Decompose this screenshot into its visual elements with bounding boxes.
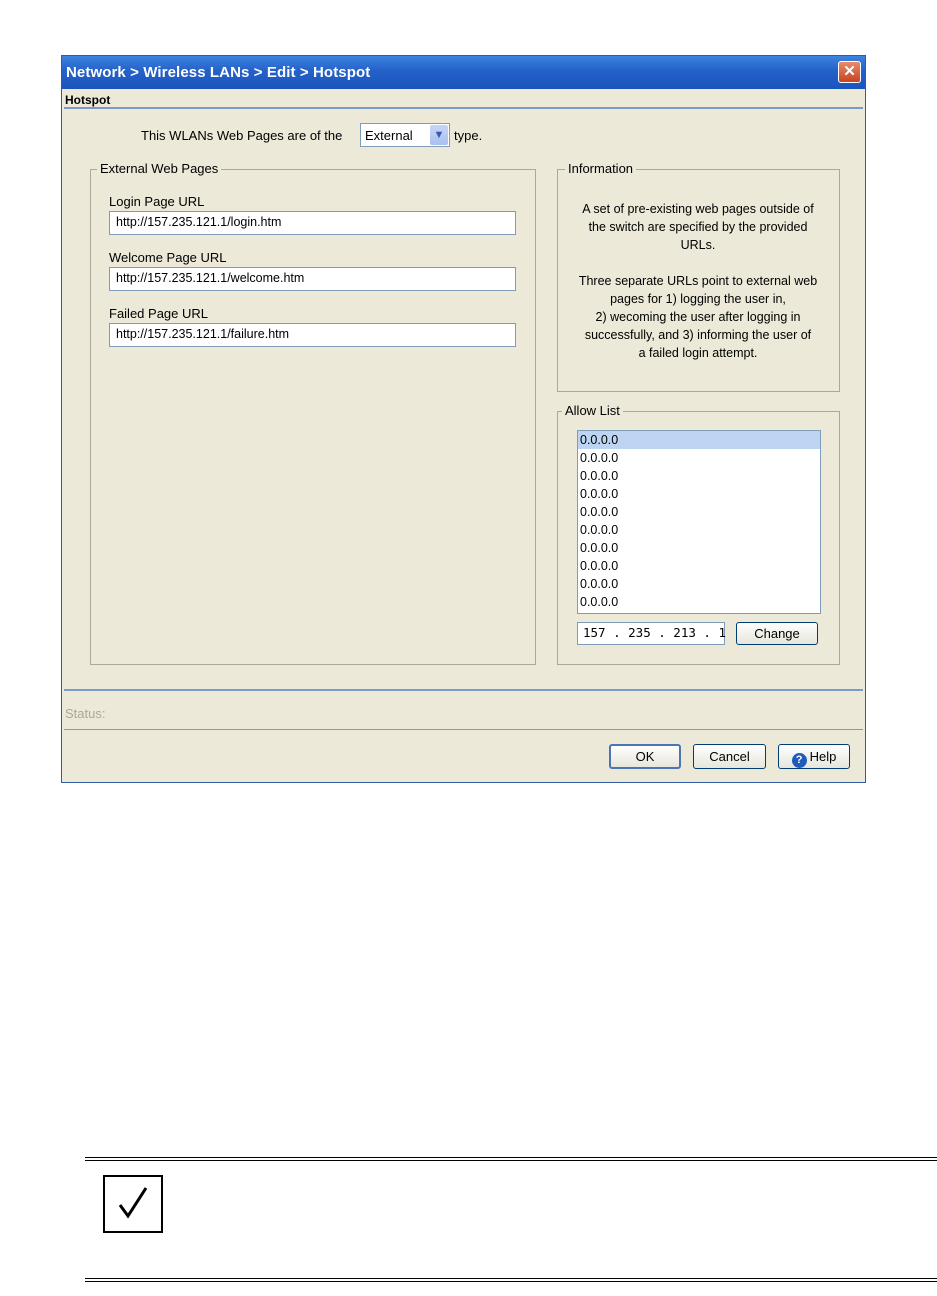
info-line: 2) wecoming the user after logging in: [595, 310, 801, 324]
note-rule-top-inner: [85, 1160, 937, 1161]
allow-list-item[interactable]: 0.0.0.0: [580, 577, 619, 591]
type-suffix-label: type.: [454, 128, 483, 143]
close-icon[interactable]: ✕: [838, 61, 861, 83]
info-line: successfully, and 3) informing the user of: [584, 328, 812, 342]
information-group: [557, 169, 840, 392]
cancel-button[interactable]: Cancel: [693, 744, 766, 769]
allow-list-item[interactable]: 0.0.0.0: [580, 559, 619, 573]
info-line: Three separate URLs point to external web: [578, 274, 818, 288]
help-icon: ?: [792, 753, 807, 768]
login-url-input[interactable]: http://157.235.121.1/login.htm: [109, 211, 516, 235]
info-line: pages for 1) logging the user in,: [610, 292, 786, 306]
page-type-selected: External: [365, 128, 413, 143]
welcome-url-label: Welcome Page URL: [109, 250, 227, 265]
checkmark-glyph: [105, 1177, 161, 1231]
hotspot-dialog: [61, 55, 866, 783]
allow-list-item[interactable]: 0.0.0.0: [580, 451, 619, 465]
allow-list-box[interactable]: [577, 430, 821, 614]
note-rule-bottom: [85, 1278, 937, 1279]
information-legend: Information: [565, 161, 636, 176]
allow-list-item[interactable]: 0.0.0.0: [578, 431, 820, 449]
title-bar[interactable]: [62, 56, 865, 89]
ip-address-input[interactable]: 157 . 235 . 213 . 1: [577, 622, 725, 645]
allow-list-item[interactable]: 0.0.0.0: [580, 487, 619, 501]
help-button-label: Help: [809, 749, 837, 764]
checkmark-icon: [103, 1175, 163, 1233]
page-type-select[interactable]: [360, 123, 450, 147]
allow-list-item[interactable]: 0.0.0.0: [580, 595, 619, 609]
section-title: Hotspot: [65, 93, 111, 107]
information-text: [562, 200, 834, 362]
allow-list-item[interactable]: 0.0.0.0: [580, 541, 619, 555]
info-line: A set of pre-existing web pages outside of: [582, 202, 814, 216]
failed-url-input[interactable]: http://157.235.121.1/failure.htm: [109, 323, 516, 347]
window-title: Network > Wireless LANs > Edit > Hotspot: [66, 64, 371, 81]
allow-list-item[interactable]: 0.0.0.0: [580, 469, 619, 483]
info-line: URLs.: [680, 238, 716, 252]
type-prefix-label: This WLANs Web Pages are of the: [141, 128, 343, 143]
status-divider-top: [64, 689, 863, 691]
ok-button[interactable]: OK: [609, 744, 681, 769]
allow-list-item[interactable]: 0.0.0.0: [580, 505, 619, 519]
change-button[interactable]: Change: [736, 622, 818, 645]
welcome-url-input[interactable]: http://157.235.121.1/welcome.htm: [109, 267, 516, 291]
allow-list-legend: Allow List: [562, 403, 623, 418]
external-web-pages-group: [90, 169, 536, 665]
info-line: the switch are specified by the provided: [588, 220, 808, 234]
status-label: Status:: [65, 706, 106, 721]
note-rule-bottom-inner: [85, 1281, 937, 1282]
chevron-down-icon[interactable]: ▼: [430, 125, 448, 145]
info-line: a failed login attempt.: [638, 346, 758, 360]
info-line: [562, 254, 834, 272]
status-divider-bottom: [64, 729, 863, 730]
login-url-label: Login Page URL: [109, 194, 205, 209]
allow-list-item[interactable]: 0.0.0.0: [580, 523, 619, 537]
help-button[interactable]: [778, 744, 850, 769]
section-divider: [64, 107, 863, 109]
note-rule-top: [85, 1157, 937, 1158]
external-web-pages-legend: External Web Pages: [97, 161, 221, 176]
failed-url-label: Failed Page URL: [109, 306, 208, 321]
